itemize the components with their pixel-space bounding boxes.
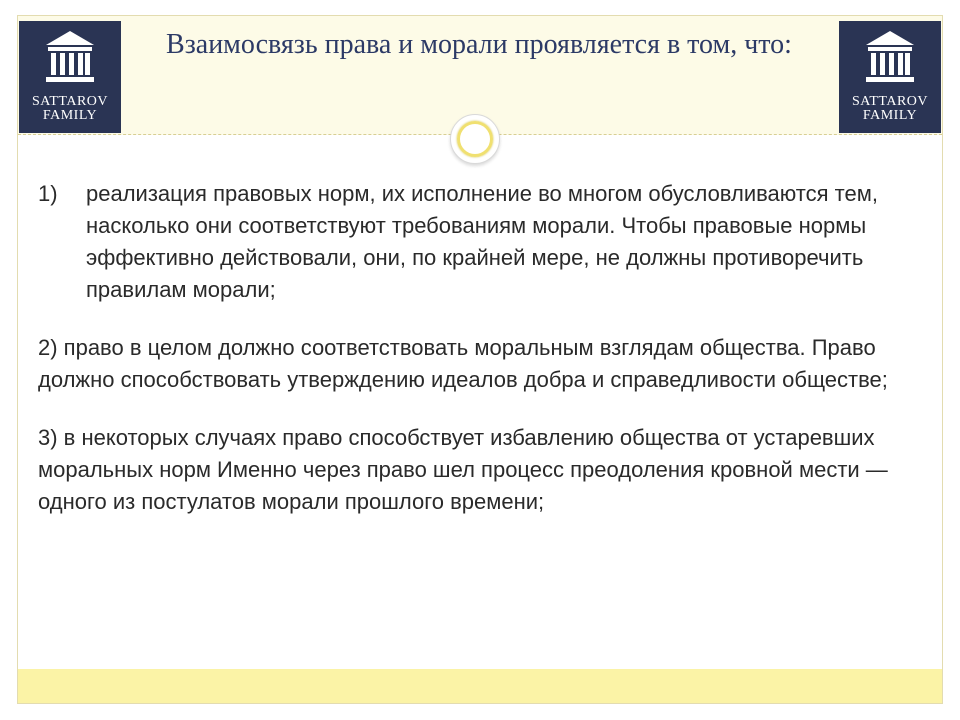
decorative-ring-icon [450,114,500,164]
logo-line-2: FAMILY [862,108,918,123]
list-item-1 [38,178,928,306]
slide-title: Взаимосвязь права и морали проявляется в том, что: [166,29,792,60]
logo-text [19,95,121,123]
slide [17,15,943,704]
slide-footer-band [18,669,942,703]
logo-right [839,21,941,133]
ring-inner [457,121,493,157]
logo-left [19,21,121,133]
building-columns-icon [44,29,96,85]
logo-line-2: FAMILY [42,108,98,123]
list-item-text: реализация правовых норм, их исполнение во многом обусловливаются тем, насколько они соответствуют требованиям морали. Чтобы правовые нормы эффективно действовали, они, по крайней мере, не должны противоречить правилам морали; [86,181,878,302]
list-item-number: 1) [38,181,58,206]
logo-line-1: SATTAROV [32,94,108,109]
slide-body [38,178,928,518]
list-item-3: 3) в некоторых случаях право способствует избавлению общества от устаревших моральных норм Именно через право шел процесс преодоления кровной мести — одного из постулатов морали прошлого времени; [38,425,888,514]
building-columns-icon [864,29,916,85]
spacer [38,396,928,422]
logo-text [839,95,941,123]
spacer [38,306,928,332]
list-item-2: 2) право в целом должно соответствовать моральным взглядам общества. Право должно способствовать утверждению идеалов добра и справедливости обществе; [38,335,888,392]
logo-line-1: SATTAROV [852,94,928,109]
